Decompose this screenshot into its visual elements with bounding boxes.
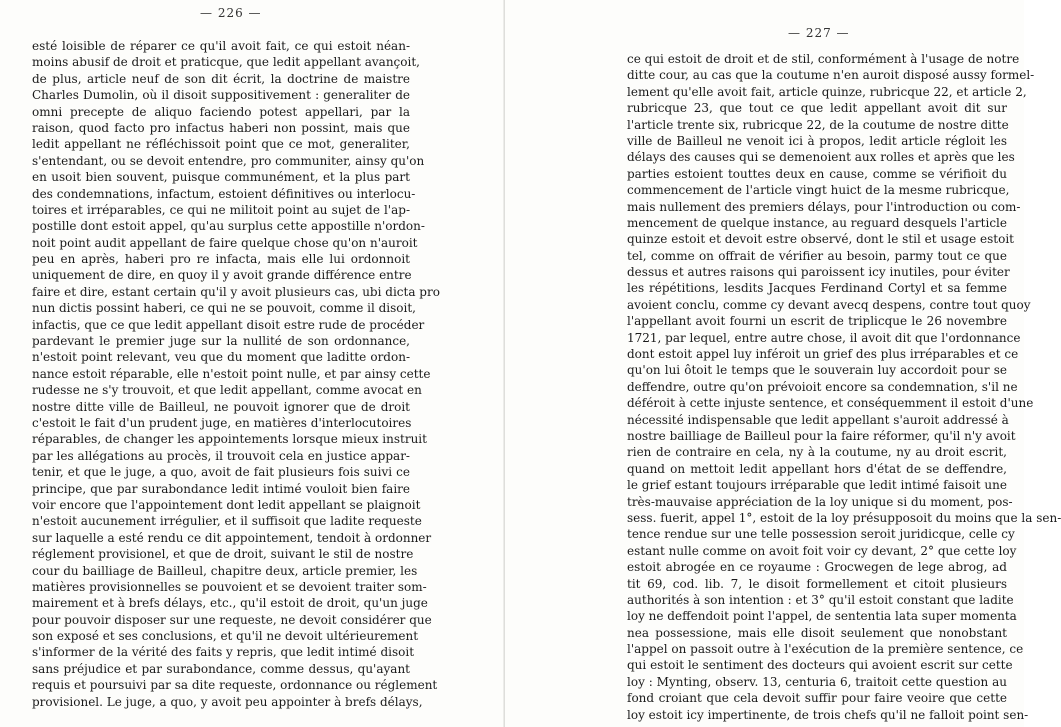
text-line: pardevant le premier juge sur la nullité de son ordonnance, [32,334,410,349]
text-line: qui estoit le sentiment des docteurs qui avoient escrit sur cette [627,658,1013,673]
text-line: raison, quod facto pro infactus haberi non possint, mais que [32,120,410,135]
text-line: rudesse ne s'y trouvoit, et que ledit appellant, comme avocat en [32,383,422,398]
text-line: requis et poursuivi par sa dite requeste, ordonnance ou réglement [32,678,438,693]
page-number-right: — 227 — [788,26,850,40]
text-line: nostre ditte ville de Bailleul, ne pouvoit ignorer que de droit [32,399,410,414]
text-line: le grief estant toujours irréparable que ledit intimé faisoit une [627,478,1007,493]
text-line: estoit abrogée en ce royaume : Grocwegen de lege abrog, ad [627,560,1007,575]
text-line: mais nullement des premiers délays, pour l'introduction ou com- [627,199,1021,214]
text-line: sans préjudice et par surabondance, comme dessus, qu'ayant [32,661,410,676]
text-line: Charles Dumolin, où il disoit suppositivement : generaliter de [32,88,410,103]
text-line: de plus, article neuf de son dit écrit, la doctrine de maistre [32,71,410,86]
text-line: omni precepte de aliquo faciendo potest appellari, par la [32,104,410,119]
text-line: ditte cour, au cas que la coutume n'en auroit disposé aussy formel- [627,68,1035,83]
text-line: n'estoit aucunement irrégulier, et il suffisoit que ladite requeste [32,514,422,529]
text-line: des condemnations, infactum, estoient définitives ou interlocu- [32,186,416,201]
text-line: tenir, et que le juge, a quo, avoit de fait plusieurs fois suivi ce [32,465,410,480]
text-line: lement qu'elle avoit fait, article quinze, rubricque 22, et article 2, [627,84,1027,99]
text-line: loy : Mynting, observ. 13, centuria 6, traitoit cette question au [627,674,1007,689]
text-line: loy estoit icy impertinente, de trois chefs qu'il ne falloit point sen- [627,707,1029,722]
text-line: les répétitions, lesdits Jacques Ferdinand Cortyl et sa femme [627,281,1007,296]
text-line: quand on mettoit ledit appellant hors d'état de se deffendre, [627,461,1007,476]
text-line: provisionel. Le juge, a quo, y avoit peu appointer à brefs délays, [32,694,423,709]
text-line: l'appel on passoit outre à l'exécution de la première sentence, ce [627,642,1024,657]
right-page-text [627,51,1061,723]
text-line: dont estoit appel luy inféroit un grief des plus irréparables et ce [627,347,1019,362]
text-line: quinze estoit et devoit estre observé, dont le stil et usage estoit [627,232,1014,247]
text-line: ce qui estoit de droit et de stil, conformément à l'usage de notre [627,52,1020,66]
text-line: par les allégations au procès, il trouvoit cela en justice appar- [32,448,410,463]
text-line: n'estoit point relevant, veu que du moment que laditte ordon- [32,350,410,365]
text-line: délays des causes qui se demenoient aux rolles et après que les [627,150,1015,165]
text-line: rubricque 23, que tout ce que ledit appellant avoit dit sur [627,101,1007,116]
text-line: loy ne deffendoit point l'appel, de sententia lata super momenta [627,609,1017,624]
text-line: voir encore que l'appointement dont ledit appellant se plaignoit [32,497,421,512]
text-line: réparables, de changer les appointements lorsque mieux instruit [32,432,427,447]
text-line: faire et dire, estant certain qu'il y avoit plusieurs cas, ubi dicta pro [32,284,440,299]
text-line: authorités à son intention : et 3° qu'il estoit constant que ladite [627,592,1014,607]
text-line: nea possessione, mais elle disoit seulement que nonobstant [627,625,1007,640]
page-number-left: — 226 — [200,6,262,20]
left-page [0,0,505,727]
text-line: qu'on lui ôtoit le temps que le souverain luy accordoit pour se [627,363,1007,378]
text-line: noit point audit appellant de faire quelque chose qu'on n'auroit [32,235,418,250]
text-line: dessus et autres raisons qui paroissent icy inutiles, pour éviter [627,265,1010,280]
text-line: esté loisible de réparer ce qu'il avoit fait, ce qui estoit néan- [32,39,410,53]
text-line: s'entendant, ou se devoit entendre, pro communiter, ainsy qu'on [32,153,425,168]
text-line: matières provisionnelles se pouvoient et se devoient traiter som- [32,579,427,594]
text-line: postille dont estoit appel, qu'au surplus cette appostille n'ordon- [32,219,425,234]
text-line: fond croiant que cela devoit suffir pour faire veoire que cette [627,691,1007,706]
text-line: cour du bailliage de Bailleul, chapitre deux, article premier, les [32,563,418,578]
text-line: ville de Bailleul ne venoit ici à propos, ledit article régloit les [627,133,1007,148]
text-line: c'estoit le fait d'un prudent juge, en matières d'interlocutoires [32,415,412,430]
text-line: infactis, que ce que ledit appellant disoit estre rude de procéder [32,317,425,332]
text-line: tel, comme on offrait de vérifier au besoin, parmy tout ce que [627,248,1007,263]
text-line: s'informer de la vérité des faits y repris, que ledit intimé disoit [32,645,415,660]
text-line: nécessité indispensable que ledit appellant s'auroit addressé à [627,412,1009,427]
text-line: réglement provisionel, et que de droit, suivant le stil de nostre [32,547,414,562]
text-line: mairement et à brefs délays, etc., qu'il estoit de droit, qu'un juge [32,596,428,611]
text-line: son exposé et ses conclusions, et qu'il ne devoit ultérieurement [32,629,419,644]
text-line: 1721, par lequel, entre autre chose, il avoit dit que l'ordonnance [627,330,1021,345]
text-line: sess. fuerit, appel 1°, estoit de la loy présupposoit du moins que la sen- [627,510,1061,525]
text-line: sur laquelle a esté rendu ce dit appointement, tendoit à ordonner [32,530,432,545]
left-page-text [32,38,440,710]
text-line: mencement de quelque instance, au reguard desquels l'article [627,215,1007,230]
text-line: toires et irréparables, ce qui ne militoit point au sujet de l'ap- [32,202,410,217]
right-page [505,0,1061,727]
text-line: tence rendue sur une telle possession seroit juridicque, celle cy [627,527,1015,542]
text-line: l'appellant avoit fourni un escrit de triplicque le 26 novembre [627,314,1007,329]
text-line: moins abusif de droit et praticque, que ledit appellant avançoit, [32,55,420,70]
text-line: l'article trente six, rubricque 22, de la coutume de nostre ditte [627,117,1009,132]
text-line: deffendre, outre qu'on prévoioit encore sa condemnation, s'il ne [627,379,1018,394]
text-line: commencement de l'article vingt huict de la mesme rubricque, [627,183,1010,198]
text-line: rien de contraire en cela, ny à la coutume, ny au droit escrit, [627,445,1007,460]
text-line: très-mauvaise appréciation de la loy unique si du moment, pos- [627,494,1013,509]
text-line: nance estoit réparable, elle n'estoit point nulle, et par ainsy cette [32,366,431,381]
text-line: avoient conclu, comme cy devant avecq despens, contre tout quoy [627,297,1031,312]
text-line: parties estoient touttes deux en cause, comme se vérifioit du [627,166,1007,181]
text-line: principe, que par surabondance ledit intimé vouloit bien faire [32,481,410,496]
text-line: tit 69, cod. lib. 7, le disoit formellement et citoit plusieurs [627,576,1007,591]
text-line: peu en après, haberi pro re infacta, mais elle lui ordonnoit [32,252,410,267]
text-line: déféroit à cette injuste sentence, et conséquemment il estoit d'une [627,396,1034,411]
text-line: pour pouvoir disposer sur une requeste, ne devoit considérer que [32,612,432,627]
text-line: ledit appellant ne réfléchissoit point que ce mot, generaliter, [32,137,410,152]
text-line: uniquement de dire, en quoy il y avoit grande différence entre [32,268,412,283]
text-line: estant nulle comme on avoit foit voir cy devant, 2° que cette loy [627,543,1017,558]
text-line: en usoit bien souvent, puisque communément, et la plus part [32,170,410,185]
text-line: nostre bailliage de Bailleul pour la faire réformer, qu'il n'y avoit [627,428,1016,443]
text-line: nun dictis possint haberi, ce qui ne se pouvoit, comme il disoit, [32,301,416,316]
